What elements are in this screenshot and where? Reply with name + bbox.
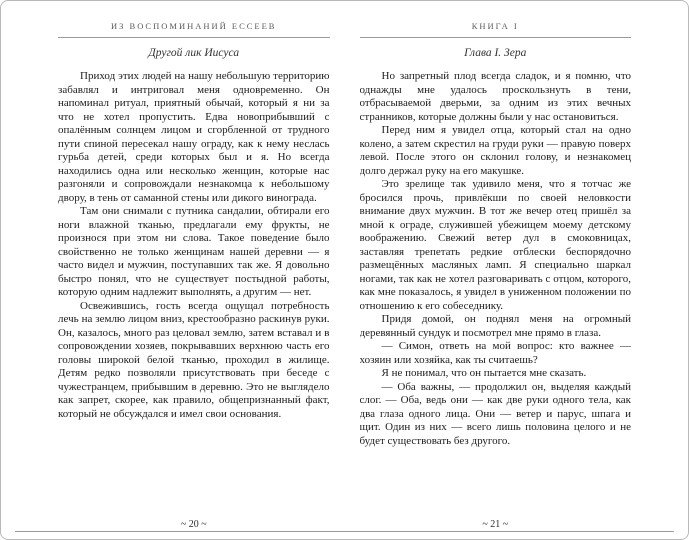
header-rule-right: [360, 37, 632, 38]
paragraph: Это зрелище так удивило меня, что я тотчас же бросился прочь, привлёкши по своей неловкости внимание двух мужчин. В тот же вечер отец пришёл за мной к ограде, служившей убежищем моему детскому воображению. Свежий ветер дул в смоковницах, заставляя трепетать редкие отблески беспорядочно размещённых масляных ламп. Я специально шаркал ногами, так как не хотел разговаривать с отцом, которого, как мне показалось, я увидел в униженном положении по отношению к его собеседнику.: [359, 178, 631, 312]
paragraph: — Оба важны, — продолжил он, выделяя каждый слог. — Оба, ведь они — как две руки одного тела, как два глаза одного лица. Они — ветер и парус, шпага и щит. Один из них — всего лишь половина целого и не будет существовать без другого.: [359, 380, 631, 447]
header-rule-left: [58, 37, 330, 38]
paragraph: — Симон, ответь на мой вопрос: кто важнее — хозяин или хозяйка, как ты считаешь?: [359, 340, 631, 366]
page-number-left: ~ 20 ~: [180, 519, 207, 530]
footer-rule: [15, 531, 674, 532]
paragraph: Но запретный плод всегда сладок, и я помню, что однажды мне удалось проскользнуть в тени, отбрасываемой дверьми, за одним из этих вечных странников, которые должны были у нас остановиться.: [359, 70, 631, 123]
paragraph: Освежившись, гость всегда ощущал потребность лечь на землю лицом вниз, крестообразно раскинув руки. Он, казалось, много раз целовал землю, затем вставал и в сопровождении хозяев, покрывавших верхнюю часть его головы широкой белой тканью, проходил в жилище. Детям редко позволяли присутствовать при беседе с чужестранцем, прибывшим в деревню. Это не выглядело как запрет, скорее, как правило, общепризнанный факт, который не обсуждался и имел свои основания.: [58, 299, 330, 420]
paragraph: Я не понимал, что он пытается мне сказать.: [381, 367, 587, 379]
chapter-title-left: Другой лик Иисуса: [148, 47, 240, 59]
paragraph: Там они снимали с путника сандалии, обтирали его ноги влажной тканью, предлагали ему фрукты, не произнося при этом ни слова. Такое поведение было свойственно не только женщинам нашей деревни — я часто видел и мужчин, поступавших так же. Я довольно быстро понял, что не существует постыдной работы, которую одним надлежит выполнять, а другим — нет.: [58, 205, 330, 298]
paragraph: Придя домой, он поднял меня на огромный деревянный сундук и посмотрел мне прямо в глаза.: [359, 313, 631, 339]
running-title-left: ИЗ ВОСПОМИНАНИЙ ЕССЕЕВ: [111, 21, 277, 31]
page-right: [360, 15, 632, 539]
paragraph: Перед ним я увидел отца, который стал на одно колено, а затем скрестил на груди руки — правую поверх левой. После этого он склонил голову, и незнакомец долго держал руку на его макушке.: [359, 124, 631, 177]
page-number-right: ~ 21 ~: [482, 519, 509, 530]
chapter-title-right: Глава I. Зера: [464, 47, 527, 59]
page-left: [58, 15, 330, 539]
running-title-right: КНИГА I: [471, 21, 519, 31]
body-text-right: [360, 70, 632, 516]
body-text-left: [58, 70, 330, 516]
paragraph: Приход этих людей на нашу небольшую территорию забавлял и интриговал меня одновременно. Он напоминал ритуал, приятный обычай, который я ни за что не хотел пропустить. Едва новоприбывший с опалённым солнцем лицом и сгорбленной от трудного пути спиной пересекал нашу ограду, как к нему неслась гурьба детей, среди которых был и я. Но всегда находились одна или несколько женщин, которые нас разгоняли и сопровождали незнакомца к небольшому двору, в тень от саманной стены или дикого винограда.: [58, 70, 330, 204]
